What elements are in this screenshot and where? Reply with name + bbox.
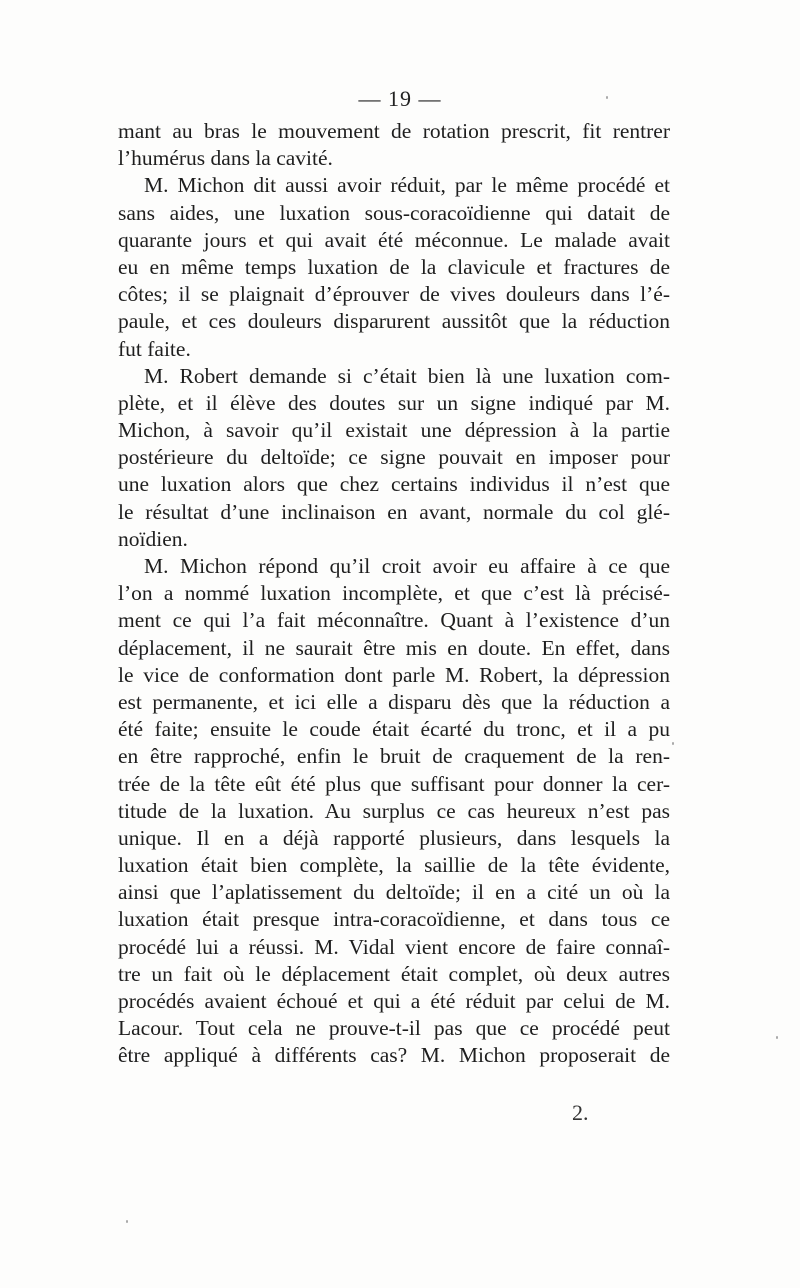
text-line: postérieure du deltoïde; ce signe pouvait en imposer pour — [118, 445, 670, 470]
text-line: être appliqué à différents cas? M. Michon proposerait de — [118, 1043, 670, 1068]
text-line: M. Michon répond qu’il croit avoir eu affaire à ce que — [144, 554, 670, 578]
text-line: ment ce qui l’a fait méconnaître. Quant à l’existence d’un — [118, 608, 670, 633]
text-line: procédés avaient échoué et qui a été réduit par celui de M. — [118, 989, 670, 1013]
text-line: une luxation alors que chez certains individus il n’est que — [118, 472, 670, 497]
signature-mark: 2. — [572, 1100, 589, 1125]
text-line: luxation était presque intra-coracoïdienne, et dans tous ce — [118, 907, 670, 932]
text-line: unique. Il en a déjà rapporté plusieurs, dans lesquels la — [118, 825, 670, 850]
text-line: titude de la luxation. Au surplus ce cas heureux n’est pas — [118, 798, 670, 823]
text-line: fut faite. — [118, 336, 191, 361]
text-line: paule, et ces douleurs disparurent aussitôt que la réduction — [118, 309, 670, 334]
text-line: Michon, à savoir qu’il existait une dépression à la partie — [118, 418, 670, 443]
paper-speck — [776, 1036, 778, 1039]
paper-speck — [606, 96, 608, 99]
text-line: le vice de conformation dont parle M. Robert, la dépression — [118, 662, 670, 687]
text-line: ainsi que l’aplatissement du deltoïde; il en a cité un où la — [118, 880, 670, 905]
text-line: Lacour. Tout cela ne prouve-t-il pas que ce procédé peut — [118, 1016, 670, 1041]
text-line: noïdien. — [118, 526, 188, 551]
text-line: le résultat d’une inclinaison en avant, normale du col glé- — [118, 499, 670, 524]
text-line: été faite; ensuite le coude était écarté du tronc, et il a pu — [118, 717, 670, 742]
text-line: eu en même temps luxation de la clavicule et fractures de — [118, 254, 670, 279]
text-line: luxation était bien complète, la saillie de la tête évidente, — [118, 853, 670, 878]
text-line: M. Michon dit aussi avoir réduit, par le même procédé et — [144, 173, 670, 198]
body-text — [118, 118, 670, 1070]
text-line: est permanente, et ici elle a disparu dès que la réduction a — [118, 689, 670, 714]
text-line: procédé lui a réussi. M. Vidal vient encore de faire connaî- — [118, 934, 670, 959]
text-line: trée de la tête eût été plus que suffisant pour donner la cer- — [118, 771, 670, 796]
text-line: quarante jours et qui avait été méconnue. Le malade avait — [118, 227, 670, 252]
text-line: en être rapproché, enfin le bruit de craquement de la ren- — [118, 744, 670, 769]
text-line: plète, et il élève des doutes sur un signe indiqué par M. — [118, 390, 670, 415]
text-line: M. Robert demande si c’était bien là une luxation com- — [144, 363, 670, 388]
paper-speck — [126, 1220, 128, 1223]
text-line: l’humérus dans la cavité. — [118, 146, 333, 171]
paper-speck — [672, 742, 674, 745]
text-line: déplacement, il ne saurait être mis en doute. En effet, dans — [118, 635, 670, 660]
text-line: mant au bras le mouvement de rotation prescrit, fit rentrer — [118, 119, 670, 143]
text-line: l’on a nommé luxation incomplète, et que c’est là précisé- — [118, 581, 670, 606]
text-line: sans aides, une luxation sous-coracoïdienne qui datait de — [118, 200, 670, 225]
page-number: — 19 — — [358, 86, 442, 111]
text-line: côtes; il se plaignait d’éprouver de vives douleurs dans l’é- — [118, 282, 670, 307]
text-line: tre un fait où le déplacement était complet, où deux autres — [118, 961, 670, 986]
